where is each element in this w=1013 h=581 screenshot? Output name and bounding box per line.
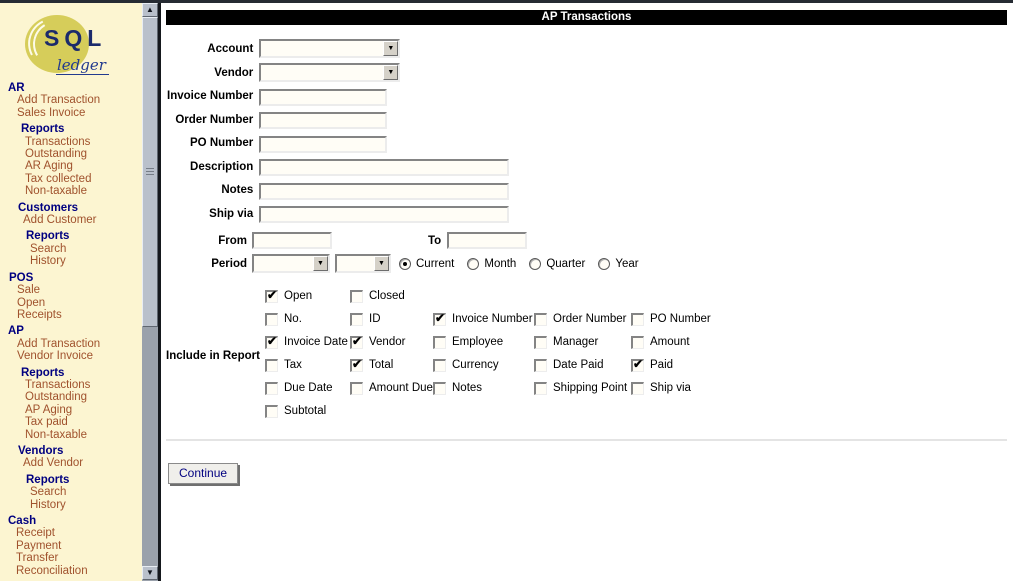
order-number-label: Order Number bbox=[175, 113, 254, 126]
sql-ledger-logo bbox=[0, 12, 142, 78]
invoice-number-checkbox[interactable] bbox=[433, 310, 446, 326]
description-label: Description bbox=[190, 160, 254, 173]
invoice-number-label: Invoice Number bbox=[167, 90, 254, 103]
include-option-invoice-date bbox=[265, 333, 348, 349]
notes-label: Notes bbox=[221, 184, 254, 197]
sidebar-item-non-taxable[interactable]: Non-taxable bbox=[25, 428, 88, 441]
include-option-employee bbox=[433, 336, 503, 349]
ship-via-label: Ship via bbox=[209, 207, 254, 220]
from-date-input[interactable] bbox=[252, 232, 332, 249]
include-option-subtotal bbox=[265, 405, 326, 418]
sidebar-item-ap-aging[interactable]: AP Aging bbox=[25, 403, 73, 416]
checkmark-icon: ✔ bbox=[352, 333, 363, 348]
sidebar-item-add-transaction[interactable]: Add Transaction bbox=[17, 94, 101, 107]
checkbox-label: Employee bbox=[452, 336, 504, 348]
invoice-date-checkbox[interactable] bbox=[265, 333, 278, 349]
scroll-down-icon[interactable]: ▼ bbox=[142, 566, 158, 580]
due-date-checkbox[interactable] bbox=[265, 382, 278, 395]
po-number-label: PO Number bbox=[190, 137, 254, 150]
sidebar-item-customers: Customers bbox=[18, 201, 79, 214]
checkbox-label: ID bbox=[369, 313, 381, 325]
paid-checkbox[interactable] bbox=[631, 356, 644, 372]
sidebar-item-ar: AR bbox=[8, 82, 25, 94]
notes-input[interactable] bbox=[259, 183, 509, 200]
checkbox-label: Amount bbox=[650, 336, 690, 348]
page-title: AP Transactions bbox=[166, 10, 1007, 25]
to-date-input[interactable] bbox=[447, 232, 527, 249]
checkmark-icon: ✔ bbox=[633, 356, 644, 371]
currency-checkbox[interactable] bbox=[433, 359, 446, 372]
po-number-checkbox[interactable] bbox=[631, 313, 644, 326]
checkbox-label: Tax bbox=[284, 359, 302, 371]
checkbox-label: Open bbox=[284, 290, 313, 302]
period-option-current bbox=[399, 258, 454, 270]
closed-checkbox[interactable] bbox=[350, 290, 363, 303]
main-frame bbox=[161, 3, 1013, 581]
sidebar-item-ap: AP bbox=[8, 325, 24, 338]
sidebar-item-search[interactable]: Search bbox=[30, 242, 67, 255]
checkmark-icon: ✔ bbox=[267, 287, 278, 302]
sidebar-item-reports: Reports bbox=[21, 123, 65, 136]
period-radios bbox=[399, 258, 639, 270]
period-row bbox=[166, 254, 1013, 273]
include-option-open bbox=[265, 287, 313, 303]
dropdown-arrow-icon[interactable]: ▼ bbox=[374, 256, 389, 271]
sidebar-item-vendor-invoice[interactable]: Vendor Invoice bbox=[17, 350, 94, 363]
scrollbar-thumb[interactable] bbox=[142, 17, 158, 327]
checkbox-label: Subtotal bbox=[284, 405, 327, 417]
checkbox-label: Shipping Point bbox=[553, 382, 628, 394]
sidebar-item-receipts[interactable]: Receipts bbox=[17, 308, 62, 321]
to-label: To bbox=[428, 234, 442, 247]
include-option-no bbox=[265, 313, 302, 326]
checkbox-label: Notes bbox=[452, 382, 483, 394]
sidebar-item-ar-aging[interactable]: AR Aging bbox=[25, 160, 73, 173]
radio-label: Month bbox=[484, 257, 517, 270]
checkbox-label: No. bbox=[284, 313, 302, 325]
include-option-currency bbox=[433, 359, 499, 372]
sidebar-item-add-vendor[interactable]: Add Vendor bbox=[23, 457, 84, 470]
dropdown-arrow-icon[interactable]: ▼ bbox=[383, 41, 398, 56]
account-select[interactable] bbox=[259, 39, 400, 58]
amount-due-checkbox[interactable] bbox=[350, 382, 363, 395]
sidebar-item-outstanding[interactable]: Outstanding bbox=[25, 148, 88, 161]
sidebar-item-reports: Reports bbox=[26, 473, 70, 486]
include-option-shipping-point bbox=[534, 382, 627, 395]
include-grid-body bbox=[265, 287, 731, 425]
po-number-input[interactable] bbox=[259, 136, 387, 153]
no-checkbox[interactable] bbox=[265, 313, 278, 326]
include-option-manager bbox=[534, 336, 598, 349]
ship-via-input[interactable] bbox=[259, 206, 509, 223]
vendor-checkbox[interactable] bbox=[350, 333, 363, 349]
sidebar-item-reports: Reports bbox=[21, 366, 65, 379]
radio-selected-dot bbox=[403, 262, 407, 266]
period-option-quarter bbox=[529, 258, 585, 270]
sidebar-item-non-taxable[interactable]: Non-taxable bbox=[25, 185, 88, 198]
checkbox-label: Invoice Number bbox=[452, 313, 533, 325]
checkbox-label: Amount Due bbox=[369, 382, 433, 394]
dropdown-arrow-icon[interactable]: ▼ bbox=[383, 65, 398, 80]
period-month-select[interactable] bbox=[252, 254, 330, 273]
date-range-row bbox=[166, 231, 1013, 250]
employee-checkbox[interactable] bbox=[433, 336, 446, 349]
ship-via-checkbox[interactable] bbox=[631, 382, 644, 395]
description-input[interactable] bbox=[259, 159, 509, 176]
checkbox-label: Manager bbox=[553, 336, 599, 348]
include-option-ship-via bbox=[631, 382, 691, 395]
sidebar-item-payment[interactable]: Payment bbox=[16, 539, 62, 552]
subtotal-checkbox[interactable] bbox=[265, 405, 278, 418]
include-option-order-number bbox=[534, 313, 627, 326]
total-checkbox[interactable] bbox=[350, 356, 363, 372]
from-label: From bbox=[218, 234, 247, 247]
period-option-month bbox=[467, 258, 516, 270]
amount-checkbox[interactable] bbox=[631, 336, 644, 349]
sidebar-menu bbox=[0, 82, 142, 577]
sidebar-item-transactions[interactable]: Transactions bbox=[25, 378, 91, 391]
sidebar-item-transfer[interactable]: Transfer bbox=[16, 552, 59, 565]
order-number-input[interactable] bbox=[259, 112, 387, 129]
sidebar-item-add-customer[interactable]: Add Customer bbox=[23, 214, 97, 227]
order-number-checkbox[interactable] bbox=[534, 313, 547, 326]
checkbox-label: Ship via bbox=[650, 382, 691, 394]
sidebar-item-search[interactable]: Search bbox=[30, 486, 67, 499]
checkbox-label: Closed bbox=[369, 290, 405, 302]
include-option-po-number bbox=[631, 313, 711, 326]
checkbox-label: PO Number bbox=[650, 313, 711, 325]
manager-checkbox[interactable] bbox=[534, 336, 547, 349]
period-year-select[interactable] bbox=[335, 254, 391, 273]
month-radio[interactable] bbox=[467, 258, 479, 270]
include-option-total bbox=[350, 356, 394, 372]
sidebar-item-outstanding[interactable]: Outstanding bbox=[25, 391, 88, 404]
sidebar-item-sales-invoice[interactable]: Sales Invoice bbox=[17, 106, 86, 119]
checkbox-label: Paid bbox=[650, 359, 674, 371]
include-option-amount-due bbox=[350, 382, 433, 395]
shipping-point-checkbox[interactable] bbox=[534, 382, 547, 395]
include-in-report-label: Include in Report bbox=[166, 350, 260, 362]
radio-label: Quarter bbox=[546, 257, 586, 270]
include-option-id bbox=[350, 313, 381, 326]
sidebar-item-receipt[interactable]: Receipt bbox=[16, 527, 55, 540]
current-radio[interactable] bbox=[399, 258, 411, 270]
sidebar-item-vendors: Vendors bbox=[18, 444, 64, 457]
logo-sql-text: SQL bbox=[44, 25, 107, 51]
include-option-tax bbox=[265, 359, 302, 372]
sidebar-item-tax-collected[interactable]: Tax collected bbox=[25, 172, 92, 185]
sidebar-item-add-transaction[interactable]: Add Transaction bbox=[17, 337, 101, 350]
dropdown-arrow-icon[interactable]: ▼ bbox=[313, 256, 328, 271]
sidebar-item-cash: Cash bbox=[8, 515, 37, 527]
sidebar-item-reconciliation[interactable]: Reconciliation bbox=[16, 564, 88, 577]
period-label: Period bbox=[211, 257, 247, 270]
checkmark-icon: ✔ bbox=[435, 310, 446, 325]
account-label: Account bbox=[207, 42, 254, 55]
sidebar-item-pos: POS bbox=[9, 271, 34, 284]
scrollbar-grip bbox=[146, 168, 154, 176]
id-checkbox[interactable] bbox=[350, 313, 363, 326]
sidebar-item-history[interactable]: History bbox=[30, 255, 66, 268]
checkmark-icon: ✔ bbox=[352, 356, 363, 371]
form-fields bbox=[166, 38, 510, 224]
sidebar-item-transactions[interactable]: Transactions bbox=[25, 135, 91, 148]
sidebar-item-history[interactable]: History bbox=[30, 498, 66, 511]
invoice-number-input[interactable] bbox=[259, 89, 387, 106]
checkbox-label: Vendor bbox=[369, 336, 406, 348]
radio-label: Current bbox=[416, 257, 455, 270]
include-option-date-paid bbox=[534, 359, 604, 372]
logo-ledger-text: ledger bbox=[56, 56, 109, 75]
sidebar-item-tax-paid[interactable]: Tax paid bbox=[25, 416, 68, 429]
divider bbox=[166, 439, 1007, 441]
sidebar-item-sale[interactable]: Sale bbox=[17, 284, 41, 297]
checkmark-icon: ✔ bbox=[267, 333, 278, 348]
sidebar-item-reports: Reports bbox=[26, 230, 70, 243]
tax-checkbox[interactable] bbox=[265, 359, 278, 372]
sidebar-item-open[interactable]: Open bbox=[17, 296, 46, 309]
include-option-amount bbox=[631, 336, 690, 349]
include-checkbox-grid bbox=[265, 287, 731, 425]
include-in-report-section bbox=[166, 287, 1013, 425]
quarter-radio[interactable] bbox=[529, 258, 541, 270]
open-checkbox[interactable] bbox=[265, 287, 278, 303]
include-option-vendor bbox=[350, 333, 406, 349]
radio-label: Year bbox=[615, 257, 639, 270]
checkbox-label: Order Number bbox=[553, 313, 627, 325]
checkbox-label: Due Date bbox=[284, 382, 333, 394]
checkbox-label: Currency bbox=[452, 359, 499, 371]
checkbox-label: Date Paid bbox=[553, 359, 604, 371]
include-option-invoice-number bbox=[433, 310, 533, 326]
continue-button[interactable]: Continue bbox=[168, 463, 238, 484]
checkbox-label: Total bbox=[369, 359, 394, 371]
sidebar-scrollbar[interactable] bbox=[142, 3, 158, 581]
checkbox-label: Invoice Date bbox=[284, 336, 348, 348]
vendor-label: Vendor bbox=[214, 66, 254, 79]
date-paid-checkbox[interactable] bbox=[534, 359, 547, 372]
sidebar bbox=[0, 3, 142, 581]
include-option-due-date bbox=[265, 382, 333, 395]
year-radio[interactable] bbox=[598, 258, 610, 270]
notes-checkbox[interactable] bbox=[433, 382, 446, 395]
vendor-select[interactable] bbox=[259, 63, 400, 82]
include-option-paid bbox=[631, 356, 674, 372]
include-option-notes bbox=[433, 382, 482, 395]
scroll-up-icon[interactable]: ▲ bbox=[142, 3, 158, 17]
period-option-year bbox=[598, 258, 638, 270]
include-option-closed bbox=[350, 290, 405, 303]
search-form bbox=[166, 35, 510, 227]
